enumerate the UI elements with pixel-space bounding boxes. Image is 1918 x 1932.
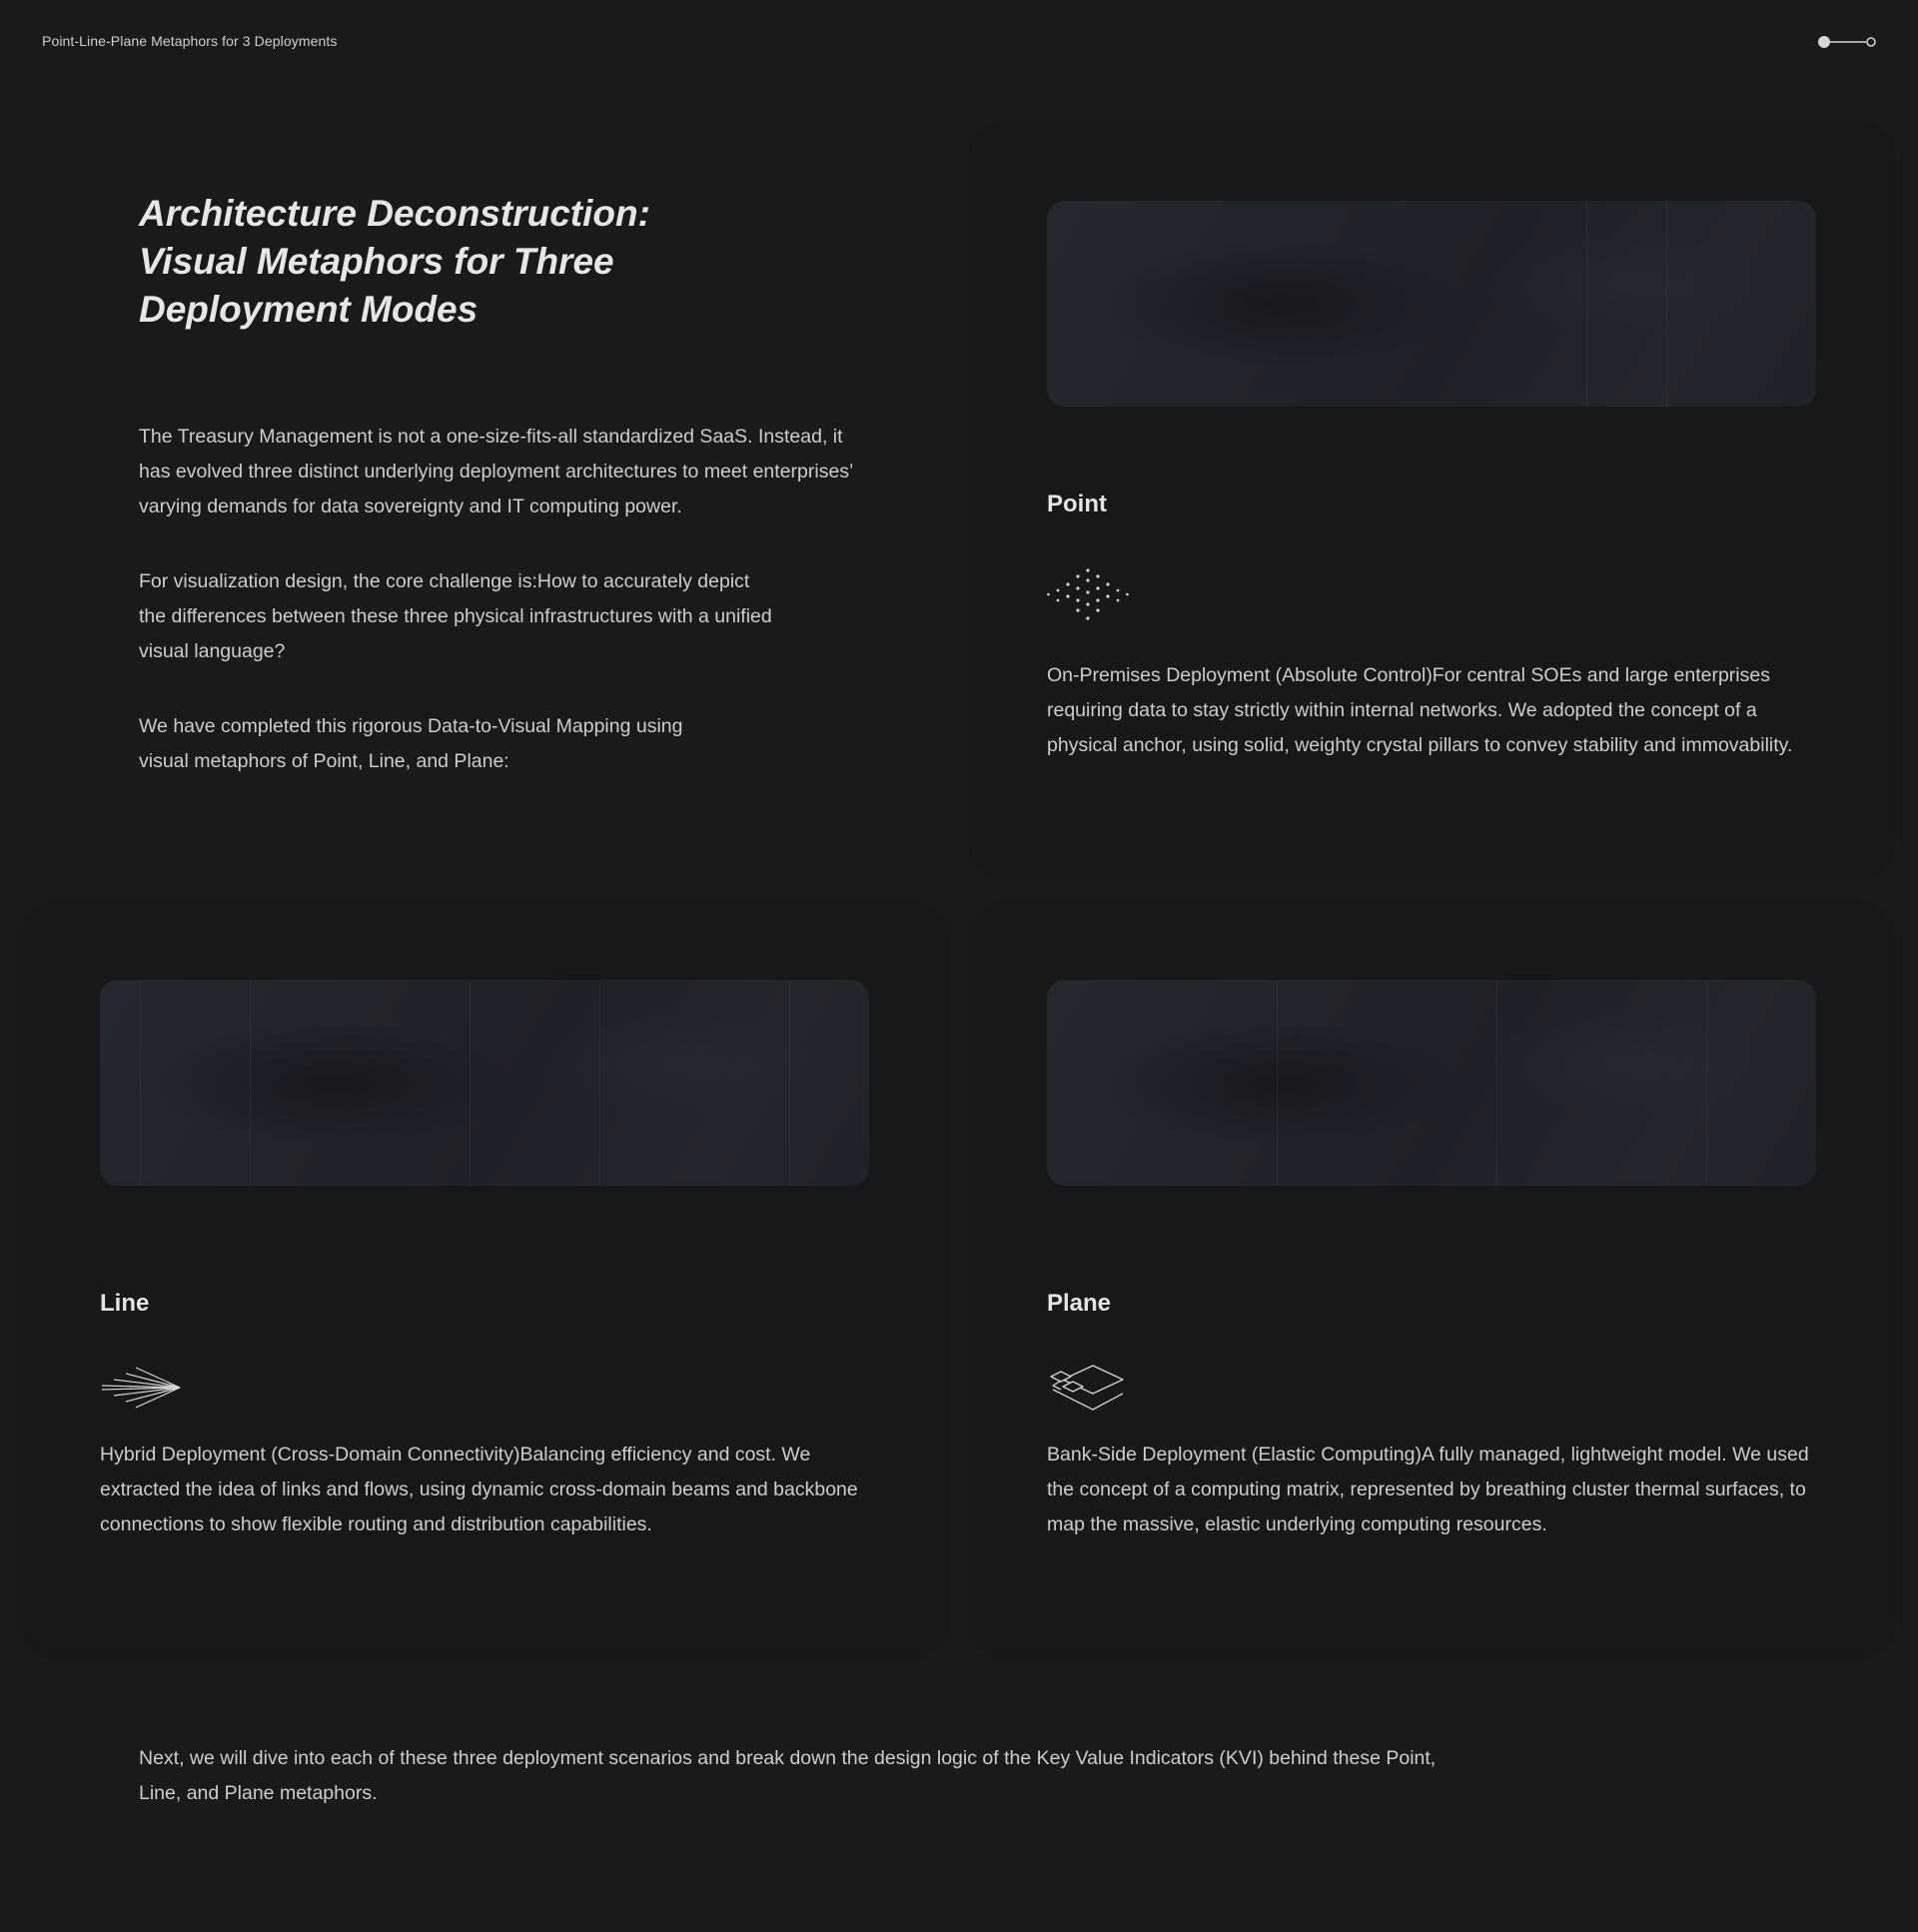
intro-section bbox=[139, 190, 858, 779]
point-illustration-image bbox=[1047, 201, 1816, 407]
slider-progress-icon[interactable] bbox=[1818, 34, 1876, 50]
stacked-layers-icon bbox=[1047, 1360, 1129, 1416]
intro-paragraph: For visualization design, the core challenge is:How to accurately depict the differences between these three physical infrastructures with a unified visual language? bbox=[139, 570, 772, 662]
card-title-point: Point bbox=[1047, 490, 1107, 517]
dot-matrix-icon bbox=[1047, 566, 1129, 622]
card-description-point: On-Premises Deployment (Absolute Control)For central SOEs and large enterprises requiring data to stay strictly within internal networks. We adopted the concept of a physical anchor, using solid, weighty crystal pillars to convey stability and immovability. bbox=[1047, 664, 1793, 756]
plane-illustration-image bbox=[1047, 980, 1816, 1186]
card-title-line: Line bbox=[100, 1290, 150, 1317]
card-description-plane: Bank-Side Deployment (Elastic Computing)A fully managed, lightweight model. We used the concept of a computing matrix, represented by breathing cluster thermal surfaces, to map the massive, elastic underlying computing resources. bbox=[1047, 1444, 1809, 1535]
intro-paragraph: The Treasury Management is not a one-size-fits-all standardized SaaS. Instead, it has evolved three distinct underlying deployment architectures to meet enterprises’ varying demands for data sovereignty and IT computing power. bbox=[139, 426, 853, 517]
converging-lines-icon bbox=[100, 1360, 182, 1416]
page-header-title: Point-Line-Plane Metaphors for 3 Deployments bbox=[42, 33, 338, 49]
card-title-plane: Plane bbox=[1047, 1290, 1112, 1317]
line-illustration-image bbox=[100, 980, 869, 1186]
footer-paragraph: Next, we will dive into each of these three deployment scenarios and break down the design logic of the Key Value Indicators (KVI) behind these Point, Line, and Plane metaphors. bbox=[139, 1747, 1437, 1804]
card-plane bbox=[967, 900, 1896, 1659]
card-line bbox=[20, 900, 949, 1659]
card-point bbox=[967, 121, 1896, 880]
card-description-line: Hybrid Deployment (Cross-Domain Connectivity)Balancing efficiency and cost. We extracted the idea of links and flows, using dynamic cross-domain beams and backbone connections to show flexible routing and distribution capabilities. bbox=[100, 1444, 858, 1535]
intro-paragraph: We have completed this rigorous Data-to-Visual Mapping using visual metaphors of Point, Line, and Plane: bbox=[139, 715, 683, 772]
page-heading: Architecture Deconstruction: Visual Metaphors for Three Deployment Modes bbox=[139, 193, 650, 330]
